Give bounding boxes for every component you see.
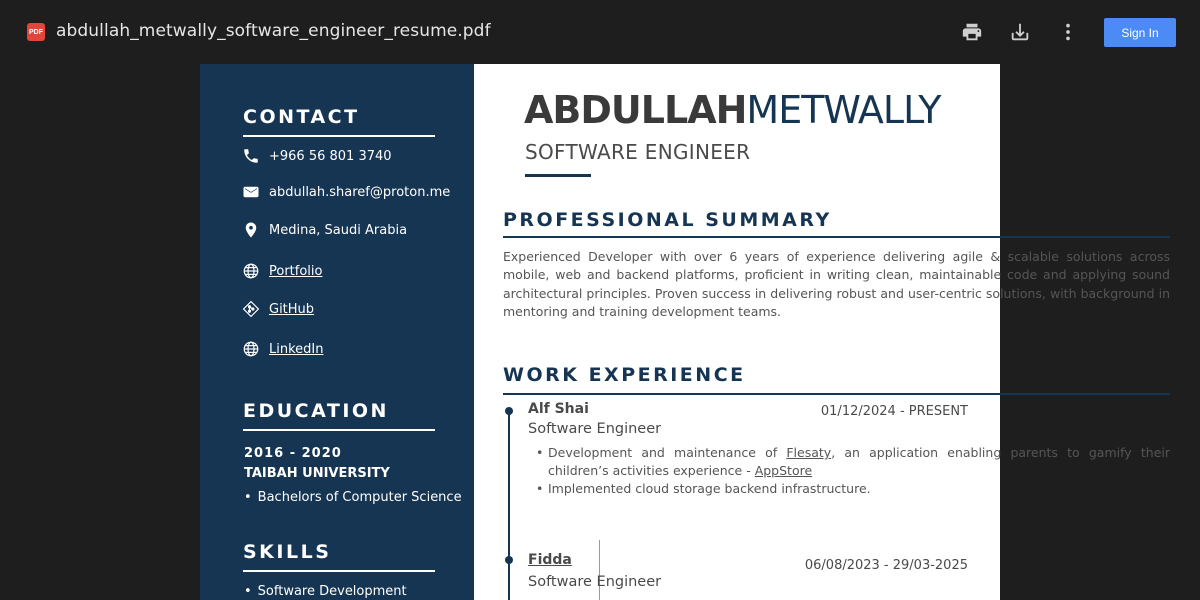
experience-divider	[503, 393, 1170, 395]
email-address: abdullah.sharef@proton.me	[269, 184, 451, 200]
print-icon[interactable]	[960, 20, 984, 44]
education-heading: EDUCATION	[243, 400, 389, 422]
skill-item: • Software Development	[244, 584, 407, 599]
job-title: Software Engineer	[528, 421, 662, 437]
location-text: Medina, Saudi Arabia	[269, 222, 408, 238]
bullet-text: Development and maintenance of	[548, 445, 787, 460]
candidate-name	[524, 88, 940, 132]
portfolio-link[interactable]: Portfolio	[269, 263, 323, 279]
contact-portfolio[interactable]	[241, 261, 322, 281]
globe-icon	[241, 261, 261, 281]
mail-icon	[241, 182, 261, 202]
summary-text: Experienced Developer with over 6 years of experience delivering agile & scalable solutions across mobile, web and backend platforms, proficient in writing clean, maintainable code and applying sound architectural principles. Proven success in delivering robust and user-centric solutions, with background in mentoring and training development teams.	[503, 249, 1170, 320]
contact-github[interactable]	[241, 299, 314, 319]
contact-email	[241, 182, 450, 202]
job-company: Alf Shai	[528, 401, 589, 417]
bullet-text: , an application enabling parents to gamify their children’s activities experience -	[548, 445, 1170, 478]
skills-heading: SKILLS	[243, 541, 332, 563]
phone-number: +966 56 801 3740	[269, 148, 392, 164]
sign-in-button[interactable]: Sign In	[1104, 18, 1176, 47]
skills-divider	[243, 570, 435, 572]
contact-divider	[243, 135, 435, 137]
first-name: ABDULLAH	[524, 88, 747, 132]
experience-heading: WORK EXPERIENCE	[503, 364, 746, 386]
phone-icon	[241, 146, 261, 166]
job-company-link[interactable]: Fidda	[528, 552, 572, 568]
contact-linkedin[interactable]	[241, 339, 323, 359]
job-date: 01/12/2024 - PRESENT	[820, 404, 968, 419]
file-title: abdullah_metwally_software_engineer_resume.pdf	[56, 21, 491, 41]
pdf-file-icon: PDF	[27, 23, 45, 41]
github-link[interactable]: GitHub	[269, 301, 315, 317]
viewer-toolbar	[0, 0, 1200, 64]
pdf-page	[200, 64, 1170, 600]
timeline-dot	[505, 407, 513, 415]
download-icon[interactable]	[1008, 20, 1032, 44]
job-bullet	[536, 444, 1170, 480]
education-degree: • Bachelors of Computer Science	[244, 490, 462, 505]
contact-heading: CONTACT	[243, 106, 360, 128]
summary-heading: PROFESSIONAL SUMMARY	[503, 209, 832, 231]
role-underline	[525, 174, 591, 177]
job-date: 06/08/2023 - 29/03-2025	[804, 558, 968, 573]
divider-line	[599, 540, 600, 600]
education-years: 2016 - 2020	[244, 446, 342, 461]
timeline-dot	[505, 556, 513, 564]
appstore-link[interactable]: AppStore	[754, 463, 813, 478]
job-bullet: • Implemented cloud storage backend infrastructure.	[536, 480, 1170, 498]
education-divider	[243, 429, 435, 431]
linkedin-link[interactable]: LinkedIn	[269, 341, 324, 357]
last-name: METWALLY	[746, 88, 941, 132]
resume-sidebar	[200, 64, 474, 600]
contact-location	[241, 220, 407, 240]
candidate-role: SOFTWARE ENGINEER	[525, 140, 751, 164]
summary-divider	[503, 236, 1170, 238]
git-icon	[241, 299, 261, 319]
location-pin-icon	[241, 220, 261, 240]
more-options-icon[interactable]	[1056, 20, 1080, 44]
contact-phone	[241, 146, 392, 166]
education-university: TAIBAH UNIVERSITY	[244, 466, 390, 481]
globe-icon	[241, 339, 261, 359]
flesaty-link[interactable]: Flesaty	[786, 445, 832, 460]
job-bullets	[536, 444, 1170, 498]
experience-timeline	[508, 409, 510, 600]
job-title: Software Engineer	[528, 574, 662, 590]
